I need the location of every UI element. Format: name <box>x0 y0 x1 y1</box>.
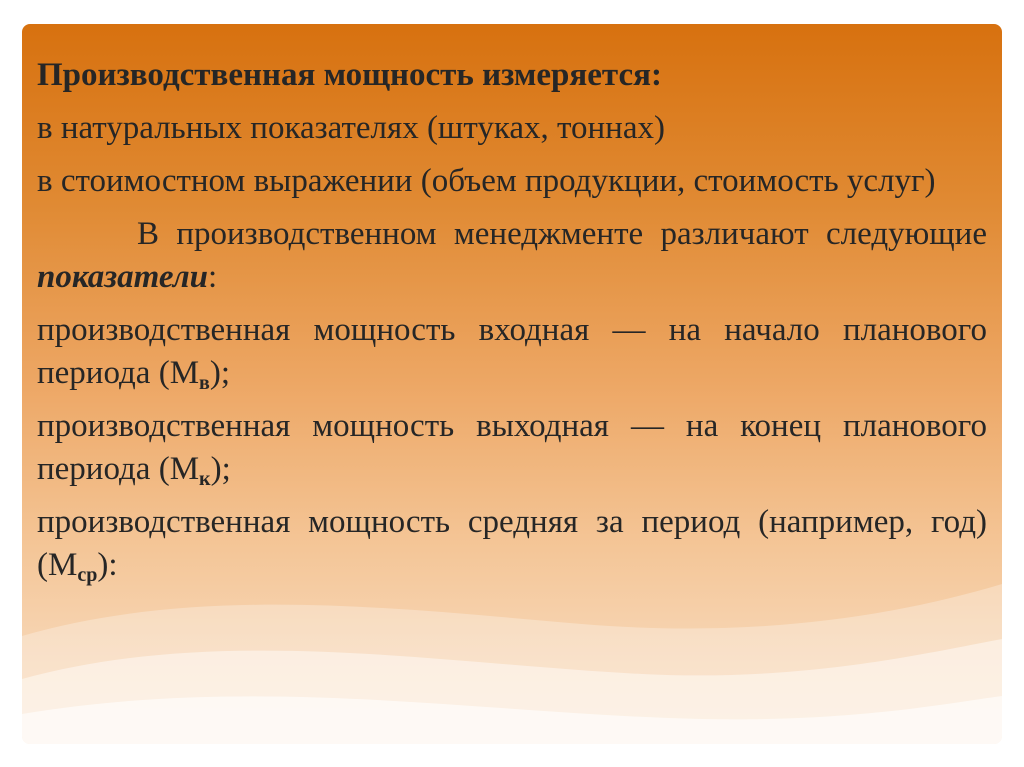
slide-heading: Производственная мощность измеряется: <box>37 57 662 93</box>
item-input-end: ); <box>209 355 231 391</box>
text-item-output <box>37 405 987 491</box>
item-input-text: производственная мощность входная — на начало планового периода (М <box>37 312 987 391</box>
intro-colon: : <box>207 259 218 295</box>
text-item-average <box>37 501 987 587</box>
item-average-subscript: ср <box>77 564 98 586</box>
slide-content <box>37 54 987 597</box>
intro-emphasis: показатели <box>37 259 208 295</box>
item-average-end: ): <box>97 547 118 583</box>
item-output-text: производственная мощность выходная — на конец планового периода (М <box>37 408 987 487</box>
item-average-text: производственная мощность средняя за период (например, год) (М <box>37 504 987 583</box>
item-output-subscript: к <box>199 468 211 490</box>
text-intro <box>37 213 987 299</box>
item-input-subscript: в <box>199 372 210 394</box>
item-output-end: ); <box>210 451 231 487</box>
text-line-natural: в натуральных показателях (штуках, тоннах) <box>37 110 665 146</box>
text-item-input <box>37 309 987 395</box>
intro-text: В производственном менеджменте различают следующие <box>137 216 987 252</box>
text-line-value: в стоимостном выражении (объем продукции, стоимость услуг) <box>37 163 936 199</box>
slide-panel <box>22 24 1002 744</box>
